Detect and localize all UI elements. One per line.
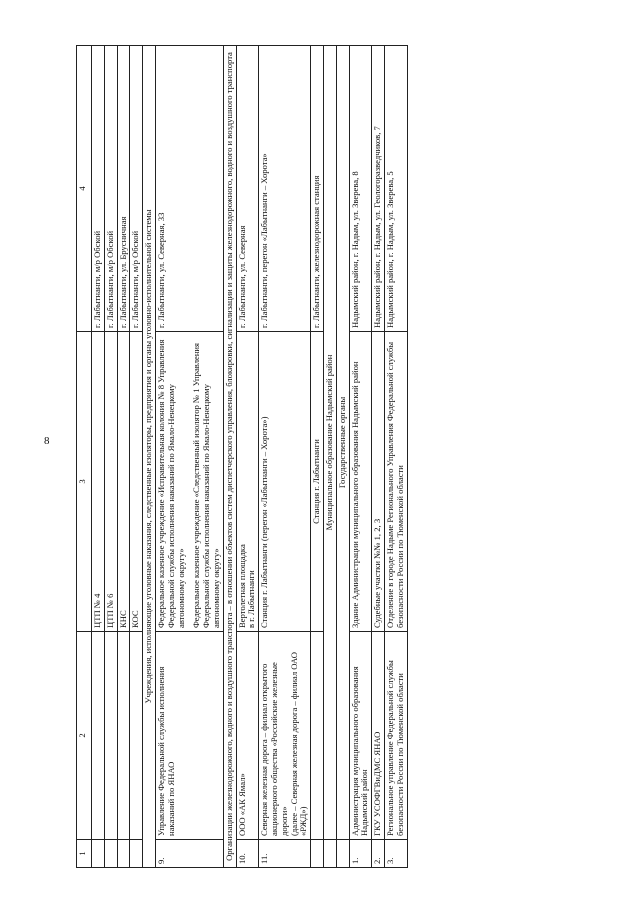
address-cell: г. Лабытнанги, ул. Брусничная (117, 46, 130, 332)
table-row (130, 46, 143, 868)
address-cell: Надымский район, г. Надым, ул. Зверева, 5 (384, 46, 407, 332)
org-cell (104, 632, 117, 840)
object-cell (155, 332, 223, 632)
org-cell (130, 632, 143, 840)
object-cell: ЦТП № 6 (104, 332, 117, 632)
object-cell: Отделение в городе Надыме Регионального Управления Федеральной службы безопасности России по Тюменской области (384, 332, 407, 632)
num-cell: 2. (372, 840, 385, 868)
num-cell: 9. (155, 840, 223, 868)
table-row (104, 46, 117, 868)
table-row-10 (236, 46, 259, 868)
objects-table (76, 45, 408, 868)
table-row (311, 46, 324, 868)
num-cell: 10. (236, 840, 259, 868)
num-cell (117, 840, 130, 868)
address-cell: г. Лабытнанги, ул. Северная, 33 (155, 46, 223, 332)
object-cell: Здание Администрации муниципального образования Надымский район (349, 332, 372, 632)
table-row-9 (155, 46, 223, 868)
org-cell: Региональное управление Федеральной службы безопасности России по Тюменской области (384, 632, 407, 840)
address-cell: г. Лабытнанги, м/р Обской (104, 46, 117, 332)
org-cell: Администрация муниципального образования Надымский район (349, 632, 372, 840)
num-cell: 1. (349, 840, 372, 868)
table-row-11 (259, 46, 311, 868)
address-cell: г. Лабытнанги, м/р Обской (92, 46, 105, 332)
header-cell-3: 3 (77, 332, 92, 632)
org-cell: Управление Федеральной службы исполнения наказаний по ЯНАО (155, 632, 223, 840)
object-cell: КНС (117, 332, 130, 632)
header-cell-2: 2 (77, 632, 92, 840)
address-cell: г. Лабытнанги, перегон «Лабытнанги – Хорота» (259, 46, 311, 332)
section-row-penal (143, 46, 156, 868)
object-cell: КОС (130, 332, 143, 632)
address-cell: Надымский район, г. Надым, ул. Геологоразведчиков, 7 (372, 46, 385, 332)
section-heading: Государственные органы (336, 46, 349, 840)
object-cell: Станция г. Лабытнанги (311, 332, 324, 632)
table-row (349, 46, 372, 868)
table-row (117, 46, 130, 868)
table-row (92, 46, 105, 868)
org-cell (311, 632, 324, 840)
header-cell-1: 1 (77, 840, 92, 868)
org-cell: ООО «АК Ямал» (236, 632, 259, 840)
section-heading: Учреждения, исполняющие уголовные наказания, следственные изоляторы, предприятия и органы уголовно-исполнительной системы (143, 46, 156, 868)
object-item: Федеральное казенное учреждение «Исправительная колония № 8 Управления Федеральной службы исполнения наказаний по Ямало-Ненецкому автономному округу» (155, 339, 186, 628)
org-cell: Северная железная дорога – филиал открытого акционерного общества «Российские железные дороги» (далее – Северная железная дорога – филиал ОАО «РЖД») (259, 632, 311, 840)
object-item: Федеральное казенное учреждение «Следственный изолятор № 1 Управления Федеральной службы исполнения наказаний по Ямало-Ненецкому автономному округу» (191, 343, 221, 628)
object-cell: Станция г. Лабытнанги (перегон «Лабытнанги – Хорота») (259, 332, 311, 632)
num-cell: 11. (259, 840, 311, 868)
object-cell: Вертолетная площадка в г. Лабытнанги (236, 332, 259, 632)
num-cell (92, 840, 105, 868)
num-cell (336, 840, 349, 868)
num-cell (104, 840, 117, 868)
page-number: 8 (44, 435, 50, 447)
address-cell: г. Лабытнанги, ул. Северная (236, 46, 259, 332)
object-cell: ЦТП № 4 (92, 332, 105, 632)
org-cell: ГКУ УСОФГВиДМС ЯНАО (372, 632, 385, 840)
header-row (77, 46, 92, 868)
table-row (372, 46, 385, 868)
section-heading: Организации железнодорожного, водного и воздушного транспорта – в отношении объектов систем диспетчерского управления, блокировки, сигнализации и защиты железнодорожного, водного и воздушного транспорта (223, 46, 236, 868)
org-cell (92, 632, 105, 840)
address-cell: Надымский район, г. Надым, ул. Зверева, 8 (349, 46, 372, 332)
section-heading: Муниципальное образование Надымский район (323, 46, 336, 840)
num-cell (311, 840, 324, 868)
object-cell: Судебные участки №№ 1, 2, 3 (372, 332, 385, 632)
num-cell (323, 840, 336, 868)
section-row-municipal (323, 46, 336, 868)
rotated-page (76, 18, 576, 868)
num-cell: 3. (384, 840, 407, 868)
section-row-transport (223, 46, 236, 868)
num-cell (130, 840, 143, 868)
org-cell (117, 632, 130, 840)
header-cell-4: 4 (77, 46, 92, 332)
section-row-state (336, 46, 349, 868)
table-row (384, 46, 407, 868)
address-cell: г. Лабытнанги, м/р Обской (130, 46, 143, 332)
address-cell: г. Лабытнанги, железнодорожная станция (311, 46, 324, 332)
